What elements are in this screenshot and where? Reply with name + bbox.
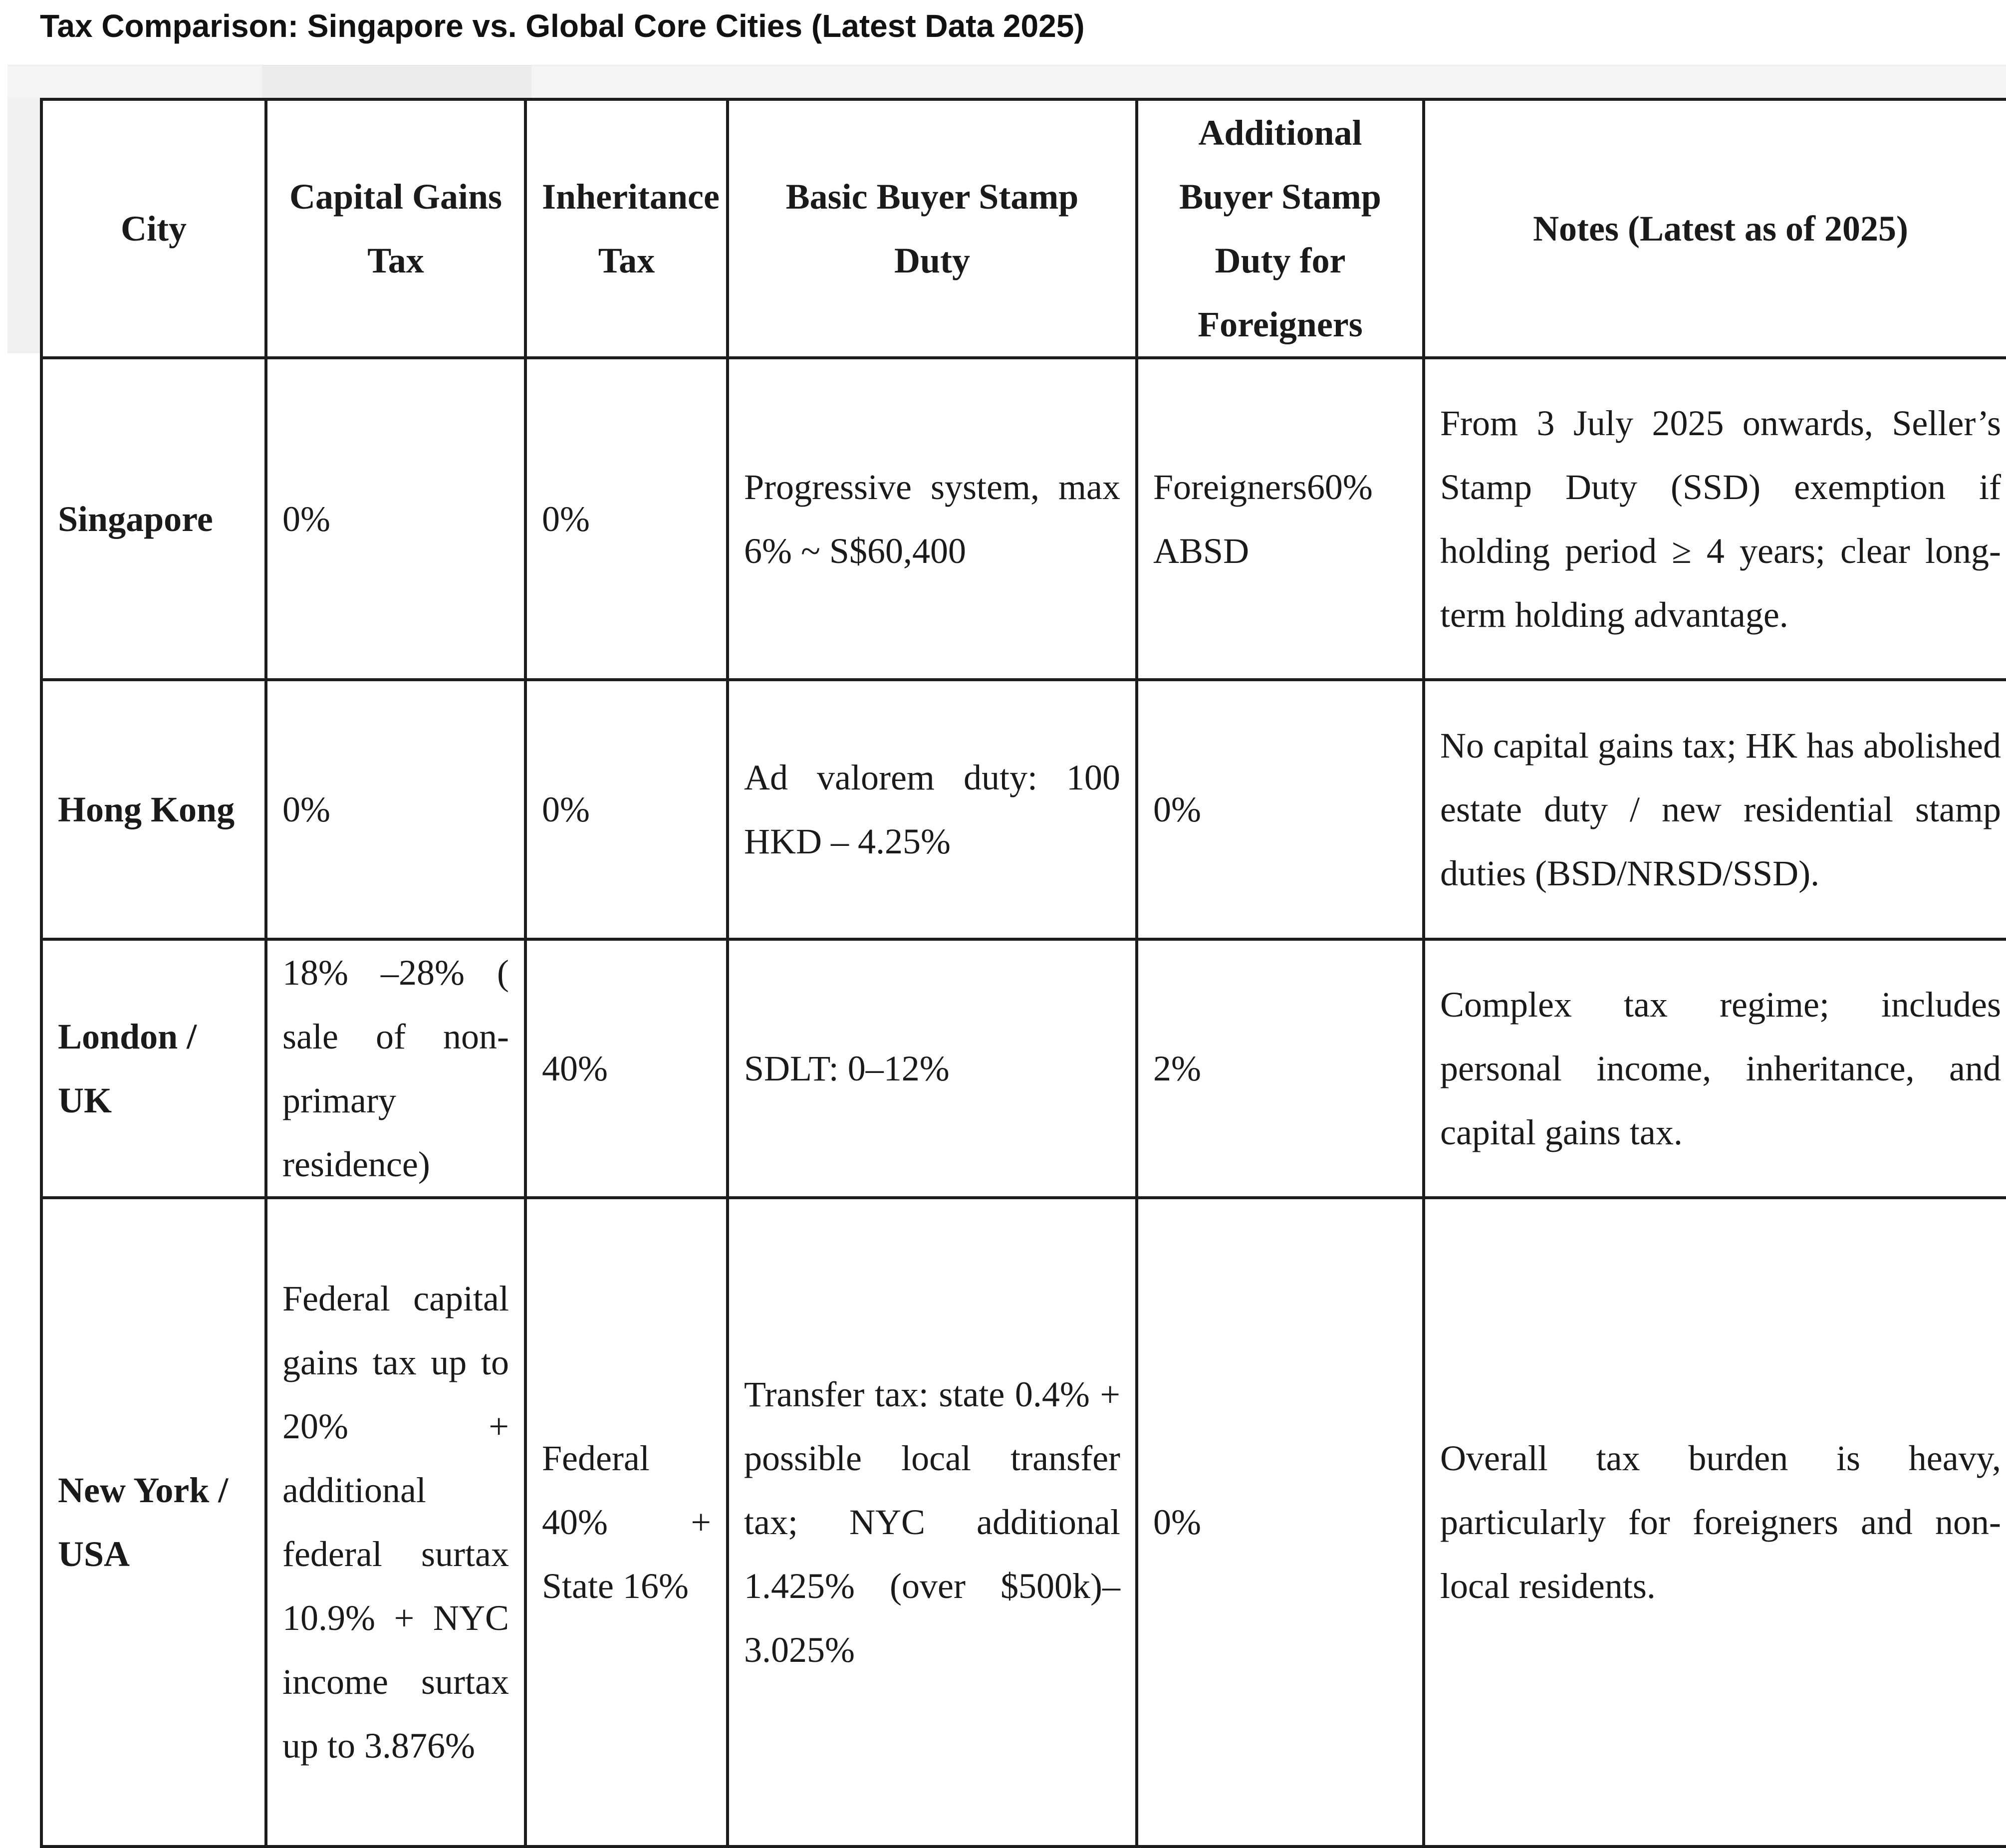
row-gutter: [7, 98, 40, 353]
header-notes: Notes (Latest as of 2025): [1424, 99, 2006, 358]
cell-inheritance-tax: Federal 40% + State 16%: [525, 1198, 728, 1847]
header-basic-buyer-stamp-duty: Basic Buyer Stamp Duty: [728, 99, 1137, 358]
header-inheritance-tax: Inheritance Tax: [525, 99, 728, 358]
header-capital-gains-tax: Capital Gains Tax: [266, 99, 525, 358]
cell-additional-buyer-stamp-duty: 0%: [1137, 680, 1424, 939]
cell-notes: Overall tax burden is heavy, particularly for foreigners and non-local residents.: [1424, 1198, 2006, 1847]
cell-capital-gains-tax: 18% –28% ( sale of non-primary residence): [266, 939, 525, 1198]
table-row-singapore: [41, 358, 2006, 680]
column-highlight: [262, 65, 531, 98]
cell-inheritance-tax: 0%: [525, 680, 728, 939]
table-header-row: [41, 99, 2006, 358]
cell-basic-buyer-stamp-duty: Progressive system, max 6% ~ S$60,400: [728, 358, 1137, 680]
cell-basic-buyer-stamp-duty: SDLT: 0–12%: [728, 939, 1137, 1198]
cell-capital-gains-tax: 0%: [266, 358, 525, 680]
cell-capital-gains-tax: Federal capital gains tax up to 20% + additional federal surtax 10.9% + NYC income surtax up to 3.876%: [266, 1198, 525, 1847]
table-row-london-uk: [41, 939, 2006, 1198]
tax-comparison-table: [40, 98, 2006, 1848]
header-additional-buyer-stamp-duty: Additional Buyer Stamp Duty for Foreigners: [1137, 99, 1424, 358]
page-title: Tax Comparison: Singapore vs. Global Core Cities (Latest Data 2025): [40, 8, 1085, 44]
cell-city: Hong Kong: [41, 680, 266, 939]
cell-additional-buyer-stamp-duty: Foreigners60% ABSD: [1137, 358, 1424, 680]
table-toolbar-band: [7, 65, 2006, 98]
cell-notes: Complex tax regime; includes personal income, inheritance, and capital gains tax.: [1424, 939, 2006, 1198]
cell-city: London / UK: [41, 939, 266, 1198]
cell-inheritance-tax: 40%: [525, 939, 728, 1198]
cell-basic-buyer-stamp-duty: Ad valorem duty: 100 HKD – 4.25%: [728, 680, 1137, 939]
cell-additional-buyer-stamp-duty: 0%: [1137, 1198, 1424, 1847]
table-row-new-york-usa: [41, 1198, 2006, 1847]
cell-notes: No capital gains tax; HK has abolished estate duty / new residential stamp duties (BSD/NRSD/SSD).: [1424, 680, 2006, 939]
cell-city: Singapore: [41, 358, 266, 680]
cell-basic-buyer-stamp-duty: Transfer tax: state 0.4% + possible local transfer tax; NYC additional 1.425% (over $500k)–3.025%: [728, 1198, 1137, 1847]
cell-city: New York / USA: [41, 1198, 266, 1847]
header-city: City: [41, 99, 266, 358]
cell-capital-gains-tax: 0%: [266, 680, 525, 939]
cell-notes: From 3 July 2025 onwards, Seller’s Stamp Duty (SSD) exemption if holding period ≥ 4 years; clear long-term holding advantage.: [1424, 358, 2006, 680]
table-row-hong-kong: [41, 680, 2006, 939]
cell-inheritance-tax: 0%: [525, 358, 728, 680]
cell-additional-buyer-stamp-duty: 2%: [1137, 939, 1424, 1198]
